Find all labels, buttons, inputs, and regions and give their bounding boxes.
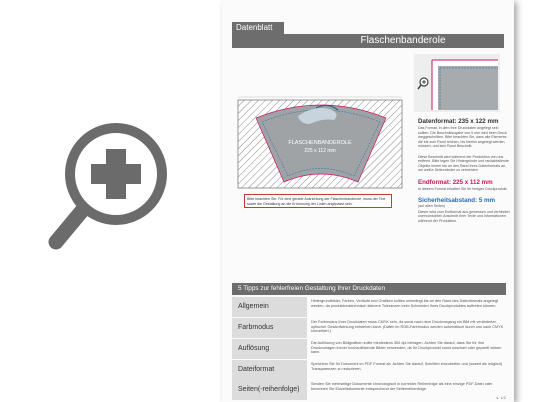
tips-row-label: Farbmodus <box>232 318 307 338</box>
tips-row-text: Die Auflösung von Bildgrafiken sollte mindestens 300 dpi betragen. Achten Sie darauf, dass Sie für Ihre Druckvorlagen immer hochauflösende Bilder verwenden, da Ihr Druckprodukt sonst unscharf oder gepixelt wirken kann. <box>311 341 502 355</box>
tips-row-text: Speichern Sie Ihr Dokument im PDF Format ab. Achten Sie darauf, Schriften einzubetten und (soweit als möglich) Transparenzen zu reduzieren. <box>311 362 503 371</box>
tips-row-text: Der Farbmodus Ihrer Druckdaten muss CMYK sein, da sonst nach dem Druckvorgang ein Bild mit veränderter, optischer Gesamtwirkung entstehen kann. (Daten im RGB-Farbmodus werden automatisch durch uns nach CMYK konvertiert.) <box>311 320 504 334</box>
datenformat-title: Datenformat: 235 x 122 mm <box>418 118 499 125</box>
corner-detail <box>414 54 500 112</box>
safety-margin-text: Dieser wird vom Endformat aus gemessen und verhindert unerwünschten Anschnitt Ihrer Texte und Informationen während der Produktion. <box>418 209 510 223</box>
datasheet-page <box>222 0 514 402</box>
tips-row <box>232 318 506 338</box>
safety-margin-title: Sicherheitsabstand: 5 mm <box>418 197 496 204</box>
tips-row-text: Senden Sie mehrseitige Dokumente chronologisch in korrekter Reihenfolge als eine einzige PDF-Datei oder benennen Sie Einzeldokumente entsprechend der Seitenreihenfolge. <box>311 382 493 391</box>
tips-title: 5 Tipps zur fehlerfreien Gestaltung Ihrer Druckdaten <box>232 283 506 295</box>
tips-row-text: Hintergrundbilder, Farben, Verläufe und Grafiken sollten unbedingt bis an den Rand des Datenformats angelegt werden, da produktionstechnisch kleinere Toleranzen beim Schneiden Ihres Druckproduktes auftreten können. <box>311 299 499 308</box>
tips-row <box>232 360 506 380</box>
endformat-text: In diesem Format erhalten Sie Ihr fertiges Druckprodukt. <box>418 186 508 191</box>
template-note: Bitte beachten Sie: Für eine gerade Ausrichtung der Flaschenbanderole, muss der Text sowie die Gestaltung an die Krümmung der Linien angepasst sein. <box>244 194 392 208</box>
format-legend <box>418 118 510 229</box>
sheet-label: Datenblatt <box>232 22 284 34</box>
tips-row <box>232 297 506 317</box>
tips-row <box>232 380 506 400</box>
tips-row-label: Allgemein <box>232 297 307 317</box>
safety-margin-sub: (auf allen Seiten) <box>418 204 446 208</box>
page-number: s. 1/2 <box>496 395 506 400</box>
sheet-title: Flaschenbanderole <box>232 34 504 48</box>
template-size: 225 x 112 mm <box>304 148 336 154</box>
tips-row-label: Auflösung <box>232 339 307 359</box>
banderole-template <box>236 94 406 190</box>
zoom-in-magnifier-icon[interactable] <box>0 0 200 305</box>
tips-row-label: Dateiformat <box>232 360 307 380</box>
template-product-name: FLASCHENBANDEROLE <box>288 140 352 146</box>
datenformat-text-2: Diese Beschnitt wird während der Produktion von uns entfernt. Bitte legen Sie Hintergründe und randabfallende Objekte immer bis an den Rand Ihres Datenformats an, um weiße Seitenränder zu vermeiden. <box>418 154 509 172</box>
tips-row-label: Seiten(-reihenfolge) <box>232 380 307 400</box>
endformat-title: Endformat: 225 x 112 mm <box>418 178 493 186</box>
datenformat-text: Das Format, in dem Ihre Druckdaten angelegt sein sollten. Die Beschnittzugabe von 5 mm wird beim Druck weggeschnitten. Bitte beachten Sie, dass alle Elemente, die bis zum Rand reichen, bis hierhin angelegt werden müssen, und kein Rand Beschnitt. <box>418 126 508 148</box>
tips-row <box>232 339 506 359</box>
